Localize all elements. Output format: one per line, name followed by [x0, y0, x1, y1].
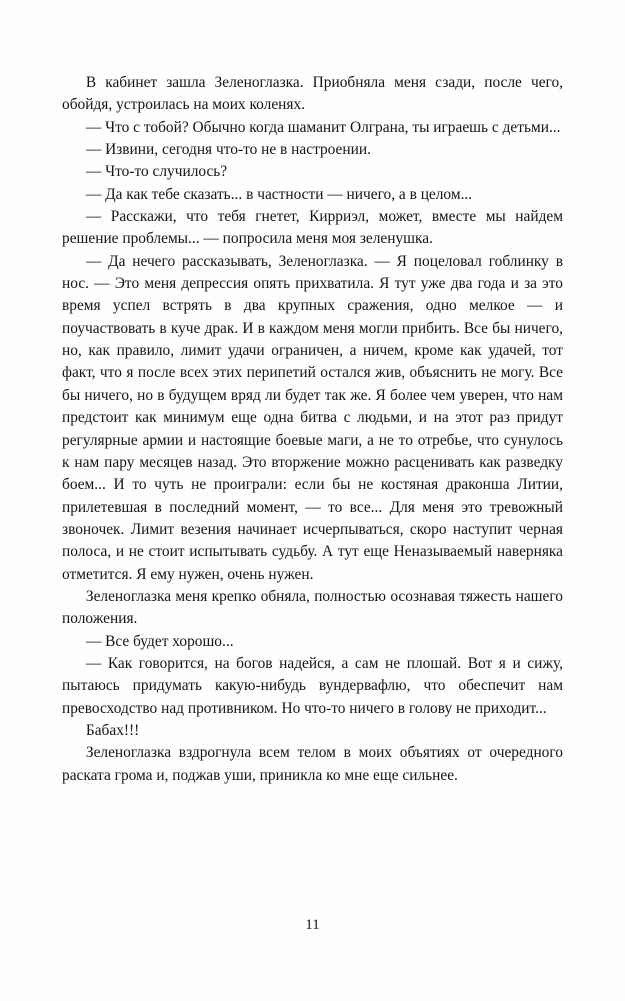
paragraph: — Расскажи, что тебя гнетет, Кирриэл, может, вместе мы найдем решение проблемы... — попросила меня моя зеленушка.: [62, 208, 563, 248]
paragraph: Бабах!!!: [85, 721, 140, 739]
page-body: [62, 72, 563, 787]
paragraph: — Все будет хорошо...: [85, 632, 234, 650]
paragraph: — Что с тобой? Обычно когда шаманит Олграна, ты играешь с детьми...: [85, 118, 561, 136]
paragraph: Зеленоглазка меня крепко обняла, полностью осознавая тяжесть нашего положения.: [62, 587, 563, 628]
paragraph: — Как говорится, на богов надейся, а сам не плошай. Вот я и сижу, пытаюсь придумать какую-нибудь вундервафлю, что обеспечит нам превосходство над противником. Но что-то ничего в голову не приходит...: [62, 654, 563, 717]
page-number: 11: [305, 917, 320, 933]
paragraph: — Да как тебе сказать... в частности — ничего, а в целом...: [85, 185, 473, 203]
paragraph: — Да нечего рассказывать, Зеленоглазка. — Я поцеловал гоблинку в нос. — Это меня депрессия опять прихватила. Я тут уже два года и за это время успел встрять в два крупных сражения, одно мелкое — и поучаствовать в куче драк. И в каждом меня могли прибить. Все бы ничего, но, как правило, лимит удачи ограничен, а ничем, кроме как удачей, тот факт, что я после всех этих перипетий остался жив, объяснить не могу. Все бы ничего, но в будущем вряд ли будет так же. Я более чем уверен, что нам предстоит как минимум еще одна битва с людьми, и на этот раз придут регулярные армии и настоящие боевые маги, а не то отребье, что сунулось к нам пару месяцев назад. Это вторжение можно расценивать как разведку боем... И то чуть не проиграли: если бы не костяная драконша Литии, прилетевшая в последний момент, — то все... Для меня это тревожный звоночек. Лимит везения начинает исчерпываться, скоро наступит черная полоса, и не стоит испытывать судьбу. А тут еще Неназываемый наверняка отметится. Я ему нужен, очень нужен.: [62, 252, 563, 583]
paragraph: — Извини, сегодня что-то не в настроении.: [85, 141, 371, 159]
paragraph: В кабинет зашла Зеленоглазка. Приобняла меня сзади, после чего, обойдя, устроилась на моих коленях.: [62, 74, 563, 114]
paragraph: Зеленоглазка вздрогнула всем телом в моих объятиях от очередного раската грома и, поджав уши, приникла ко мне еще сильнее.: [62, 744, 563, 784]
paragraph: — Что-то случилось?: [85, 163, 228, 181]
